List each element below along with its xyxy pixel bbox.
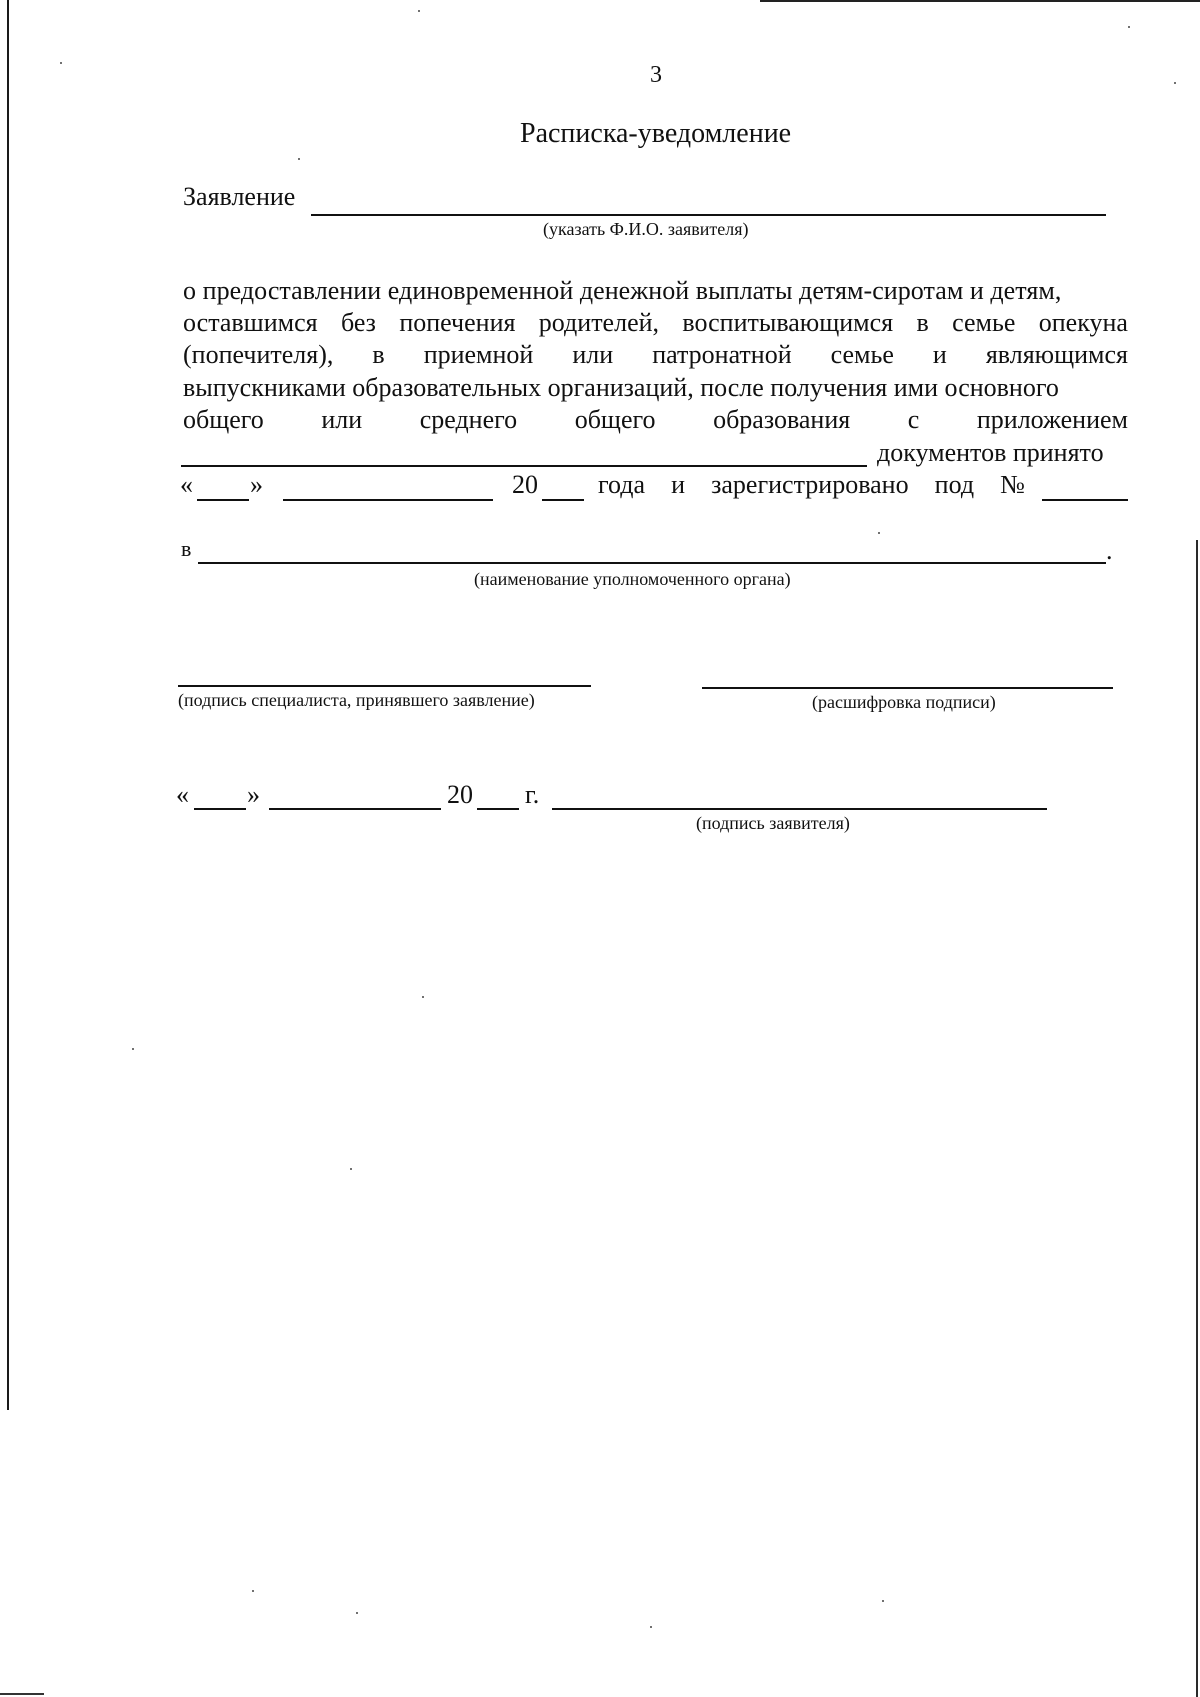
scan-edge-right xyxy=(1196,540,1198,1697)
paragraph-word: приемной xyxy=(423,340,534,369)
document-title: Расписка-уведомление xyxy=(520,118,792,149)
paragraph-word: общего xyxy=(183,405,264,434)
page-number: 3 xyxy=(650,62,662,88)
scan-edge-left xyxy=(7,0,9,1410)
scan-speck xyxy=(356,1612,358,1614)
paragraph-line-4 xyxy=(183,373,1128,403)
registration-word: № xyxy=(1000,470,1025,499)
signature-decoding-caption: (расшифровка подписи) xyxy=(812,692,996,712)
scan-speck xyxy=(878,532,880,534)
authority-caption: (наименование уполномоченного органа) xyxy=(474,569,791,589)
date-year-suffix: г. xyxy=(525,780,540,809)
paragraph-word: в xyxy=(916,308,929,337)
registration-text xyxy=(598,470,1025,500)
registration-word: года xyxy=(598,470,646,499)
scan-speck xyxy=(60,62,62,64)
scan-speck xyxy=(350,1168,352,1170)
paragraph-word: родителей, xyxy=(538,308,660,337)
date-day-field[interactable] xyxy=(194,808,246,810)
year-field[interactable] xyxy=(542,499,584,501)
scan-speck xyxy=(650,1626,652,1628)
paragraph-word: общего xyxy=(574,405,656,434)
paragraph-word: или xyxy=(321,405,363,434)
scan-speck xyxy=(1128,26,1130,28)
date-year-field[interactable] xyxy=(477,808,519,810)
paragraph-word: оставшимся xyxy=(183,308,318,337)
statement-label: Заявление xyxy=(183,182,296,211)
day-field[interactable] xyxy=(197,499,249,501)
registration-word: зарегистрировано xyxy=(711,470,909,499)
date-year-prefix: 20 xyxy=(447,780,473,809)
paragraph-word: с xyxy=(907,405,920,434)
paragraph-word: среднего xyxy=(419,405,518,434)
scan-edge-bottom xyxy=(0,1693,44,1695)
registration-word: и xyxy=(671,470,686,499)
scan-speck xyxy=(298,158,300,160)
paragraph-word: образования xyxy=(713,405,851,434)
paragraph-line-4-text: выпускниками образовательных организаций, после получения ими основного xyxy=(183,373,1059,402)
applicant-name-caption: (указать Ф.И.О. заявителя) xyxy=(543,219,749,239)
paragraph-word: патронатной xyxy=(652,340,792,369)
attachments-count-field[interactable] xyxy=(181,465,867,467)
paragraph-word: семье xyxy=(952,308,1016,337)
scan-speck xyxy=(418,10,420,12)
paragraph-word: опекуна xyxy=(1038,308,1128,337)
registration-number-field[interactable] xyxy=(1042,499,1128,501)
paragraph-word: приложением xyxy=(976,405,1128,434)
registration-word: под xyxy=(934,470,975,499)
paragraph-word: без xyxy=(340,308,376,337)
specialist-signature-field[interactable] xyxy=(178,685,591,687)
paragraph-word: семье xyxy=(830,340,894,369)
close-quote: » xyxy=(250,470,263,499)
year-prefix: 20 xyxy=(512,470,538,499)
paragraph-word: в xyxy=(372,340,385,369)
scan-speck xyxy=(132,1048,134,1050)
applicant-signature-caption: (подпись заявителя) xyxy=(696,813,850,833)
authority-prefix: в xyxy=(181,536,192,561)
scan-speck xyxy=(1174,82,1176,84)
applicant-signature-field[interactable] xyxy=(552,808,1047,810)
month-field[interactable] xyxy=(283,499,493,501)
date-open-quote: « xyxy=(176,780,189,809)
paragraph-word: воспитывающимся xyxy=(682,308,894,337)
applicant-name-field[interactable] xyxy=(311,214,1106,216)
date-close-quote: » xyxy=(247,780,260,809)
paragraph-line-1-text: о предоставлении единовременной денежной выплаты детям-сиротам и детям, xyxy=(183,276,1062,305)
open-quote: « xyxy=(180,470,193,499)
paragraph-word: (попечителя), xyxy=(183,340,334,369)
signature-decoding-field[interactable] xyxy=(702,687,1113,689)
scan-edge-top xyxy=(760,0,1200,2)
authority-end: . xyxy=(1106,536,1113,565)
authority-name-field[interactable] xyxy=(198,562,1106,564)
scan-speck xyxy=(882,1600,884,1602)
paragraph-word: и xyxy=(932,340,947,369)
paragraph-word: являющимся xyxy=(985,340,1128,369)
scan-speck xyxy=(422,996,424,998)
paragraph-line-1 xyxy=(183,276,1128,306)
documents-accepted-text: документов принято xyxy=(877,438,1104,467)
paragraph-line-2 xyxy=(183,308,1128,338)
paragraph-word: или xyxy=(572,340,614,369)
date-month-field[interactable] xyxy=(269,808,441,810)
specialist-signature-caption: (подпись специалиста, принявшего заявление) xyxy=(178,690,535,710)
paragraph-line-3 xyxy=(183,340,1128,370)
scan-speck xyxy=(252,1590,254,1592)
paragraph-word: попечения xyxy=(399,308,516,337)
paragraph-line-5 xyxy=(183,405,1128,435)
